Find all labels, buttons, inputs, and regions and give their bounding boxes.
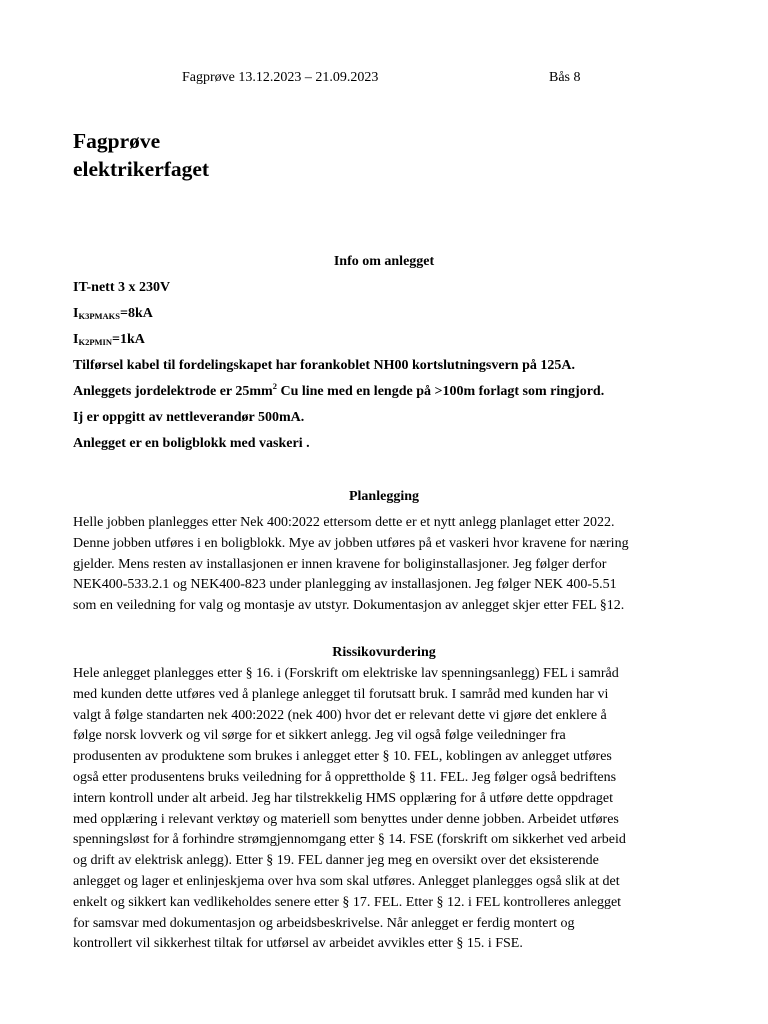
info-supply: Tilførsel kabel til fordelingskapet har forankoblet NH00 kortslutningsvern på 125A. [73,358,575,373]
planning-paragraph [73,513,713,617]
ik3-value: =8kA [120,306,153,321]
paragraph-line: intern kontroll under alt arbeid. Jeg har tilstrekkelig HMS opplæring for å utføre dette oppdraget [73,790,614,806]
electrode-text-a: Anleggets jordelektrode er 25mm [73,384,273,399]
electrode-text-b: Cu line med en lengde på >100m forlagt som ringjord. [276,384,605,399]
ik2-value: =1kA [111,332,145,347]
info-ik3 [73,306,153,322]
electrode-superscript: 2 [272,381,277,391]
header-date-range: Fagprøve 13.12.2023 – 21.09.2023 [182,70,379,85]
info-ik2 [73,332,145,348]
paragraph-line: og drift av elektrisk anlegg). Etter § 19. FEL danner jeg meg en oversikt over det eksisterende [73,853,599,869]
ik2-prefix: I [73,332,79,347]
paragraph-line: Hele anlegget planlegges etter § 16. i (Forskrift om elektriske lav spenningsanlegg) FEL i samråd [73,666,619,681]
paragraph-line: Helle jobben planlegges etter Nek 400:2022 ettersom dette er et nytt anlegg planlaget etter 2022. [73,515,615,530]
title-line-1: Fagprøve [73,129,161,153]
info-building: Anlegget er en boligblokk med vaskeri . [73,436,310,451]
paragraph-line: følge norsk lovverk og vil sørge for et sikkert anlegg. Jeg vil også følge veiledninger fra [73,728,566,744]
risk-heading: Rissikovurdering [332,645,436,660]
paragraph-line: Denne jobben utføres i en boligblokk. Mye av jobben utføres på et vaskeri hvor kravene for næring [73,535,629,551]
paragraph-line: med opplæring i relevant verktøy og materiell som benyttes under denne jobben. Arbeidet utføres [73,811,619,827]
ik3-prefix: I [73,306,79,321]
ik3-subscript: K3PMAKS [78,311,121,321]
paragraph-line: for samsvar med dokumentasjon og arbeidsbeskrivelse. Når anlegget er ferdig montert og [73,915,575,931]
header-booth: Bås 8 [549,70,581,85]
info-network: IT-nett 3 x 230V [73,280,171,295]
document-title [73,127,209,183]
paragraph-line: gjelder. Mens resten av installasjonen er innen kravene for boliginstallasjoner. Jeg følger derfor [73,556,607,572]
info-ij: Ij er oppgitt av nettleverandør 500mA. [73,410,305,425]
paragraph-line: kontrollert vil sikkerhest tiltak for utførsel av arbeidet avvikles etter § 15. i FSE. [73,936,523,952]
planning-heading: Planlegging [348,489,419,504]
info-electrode [73,381,605,400]
info-heading: Info om anlegget [333,254,435,269]
paragraph-line: produsenten av produktene som brukes i anlegget etter § 10. FEL, koblingen av anlegget utføres [73,749,612,765]
paragraph-line: spenningsløst for å forhindre strømgjennomgang etter § 14. FSE (forskrift om sikkerhet ved arbeid [73,832,626,848]
paragraph-line: med kunden dette utføres ved å planlege anlegget til forutsatt bruk. I samråd med kunden har vi [73,686,609,702]
risk-paragraph [73,664,713,955]
paragraph-line: anlegget og lager et enlinjeskjema over hva som skal utføres. Anlegget planlegges også slik at det [73,873,620,889]
ik2-subscript: K2PMIN [78,337,112,347]
paragraph-line: enkelt og sikkert kan vedlikeholdes senere etter § 17. FEL. Etter § 12. i FEL kontrolleres anlegget [73,894,622,910]
paragraph-line: også etter produsentens bruks veiledning for å opprettholde § 11. FEL. Jeg følger også bedriftens [73,769,617,785]
title-line-2: elektrikerfaget [73,157,210,181]
paragraph-line: NEK400-533.2.1 og NEK400-823 under planlegging av installasjonen. Jeg følger NEK 400-5.51 [73,577,617,593]
paragraph-line: som en veiledning for valg og montasje av utstyr. Dokumentasjon av anlegget skjer etter FEL §12. [73,598,625,614]
paragraph-line: valgt å følge standarten nek 400:2022 (nek 400) hvor det er relevant dette vi gjøre det enklere å [73,707,607,723]
